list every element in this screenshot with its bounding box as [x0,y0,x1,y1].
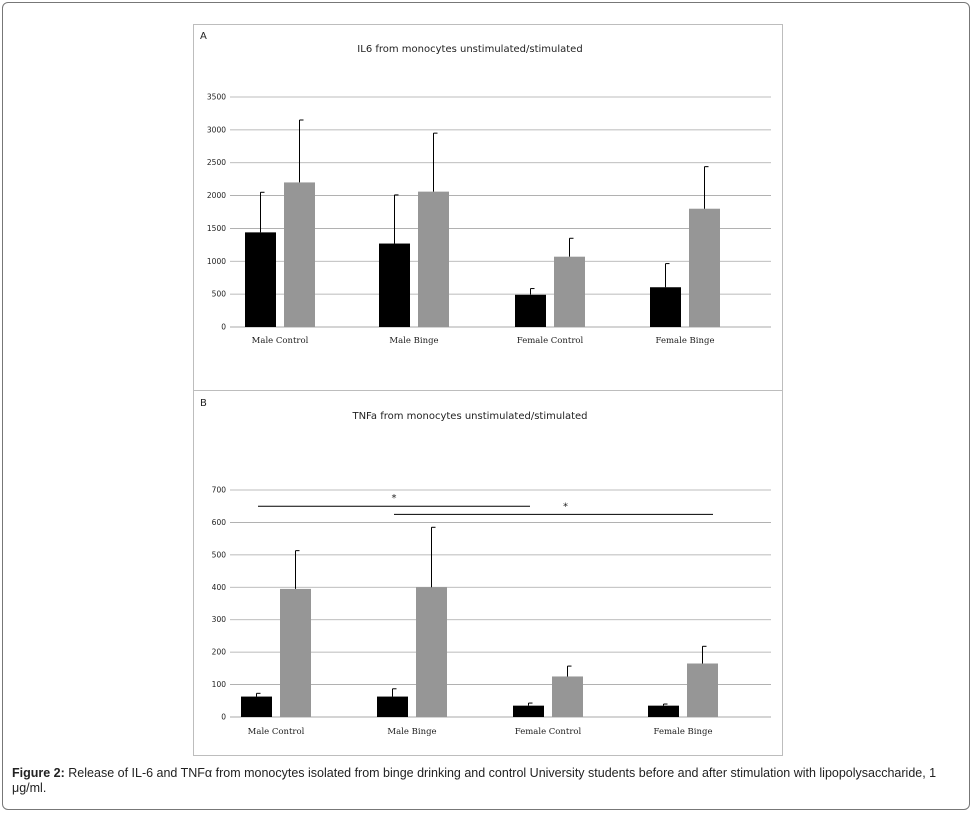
y-tick-label: 2000 [206,191,226,201]
y-tick-label: 0 [221,322,226,332]
y-tick-label: 3500 [206,92,226,102]
category-label: Female Control [514,727,582,737]
y-tick-label: 0 [221,712,226,722]
y-tick-label: 1000 [206,256,226,266]
bar [284,182,315,327]
bar [280,589,311,717]
y-tick-label: 600 [211,517,226,527]
bar [650,287,681,327]
significance-mark: * [563,501,568,513]
figure-caption [12,766,962,796]
y-tick-label: 3000 [206,125,226,135]
category-label: Male Control [251,336,309,346]
y-tick-label: 300 [211,615,226,625]
category-label: Male Binge [387,727,437,737]
category-label: Female Binge [655,336,715,346]
y-tick-label: 400 [211,582,226,592]
bar [513,706,544,717]
bar [377,697,408,717]
panel-letter: A [200,31,207,42]
caption-text: Release of IL-6 and TNFα from monocytes isolated from binge drinking and control University students before and after stimulation with lipopolysaccharide, 1 μg/ml. [12,766,937,795]
category-label: Male Control [247,727,305,737]
bar [515,295,546,327]
y-tick-label: 200 [211,647,226,657]
y-tick-label: 500 [211,289,226,299]
panel-letter: B [200,398,207,409]
figure-box [193,24,783,756]
bar [379,244,410,327]
y-tick-label: 700 [211,485,226,495]
caption-label: Figure 2: [12,766,65,780]
bar [554,257,585,327]
y-tick-label: 500 [211,550,226,560]
panel-b [194,391,782,755]
bar [416,587,447,717]
y-tick-label: 100 [211,680,226,690]
bar [687,663,718,717]
il6-chart [194,25,782,390]
bar [418,192,449,327]
category-label: Male Binge [389,336,439,346]
tnfa-chart [194,391,782,755]
category-label: Female Control [516,336,584,346]
bar [245,232,276,327]
panel-a [194,25,782,391]
y-tick-label: 1500 [206,223,226,233]
chart-title: IL6 from monocytes unstimulated/stimulated [357,44,583,55]
bar [552,676,583,717]
bar [689,209,720,327]
category-label: Female Binge [653,727,713,737]
y-tick-label: 2500 [206,158,226,168]
chart-title: TNFa from monocytes unstimulated/stimulated [352,411,588,422]
bar [648,706,679,717]
significance-mark: * [391,493,397,505]
bar [241,697,272,717]
